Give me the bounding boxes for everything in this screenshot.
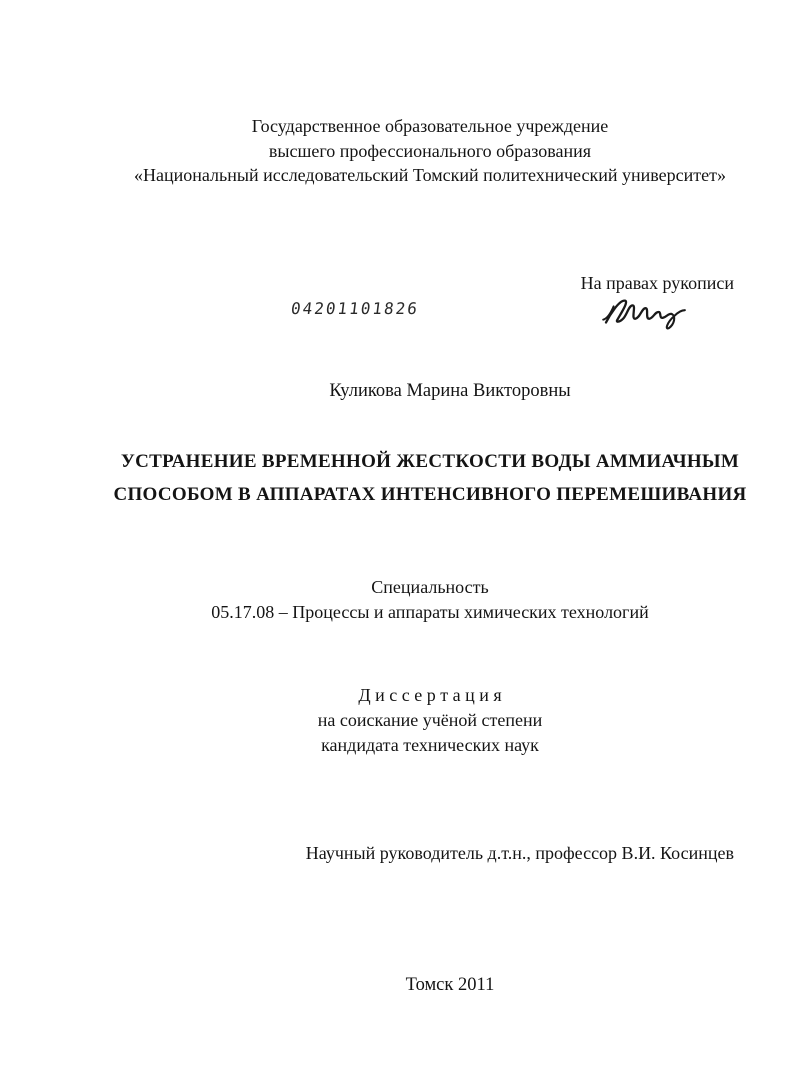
institution-block <box>62 114 798 188</box>
specialty-label: Специальность <box>371 577 489 597</box>
thesis-field-line: кандидата технических наук <box>321 735 539 755</box>
signature-icon <box>598 294 690 332</box>
registration-number: 04201101826 <box>289 299 421 318</box>
dissertation-title <box>62 445 798 511</box>
specialty-block <box>62 575 798 624</box>
city-and-year: Томск 2011 <box>405 975 495 995</box>
author-name: Куликова Марина Викторовны <box>329 381 571 401</box>
thesis-degree-line: на соискание учёной степени <box>317 710 543 730</box>
specialty-code-and-name: 05.17.08 – Процессы и аппараты химических технологий <box>211 601 649 622</box>
institution-line-3: «Национальный исследовательский Томский политехнический университет» <box>134 165 726 185</box>
manuscript-rights-note: На правах рукописи <box>580 273 734 293</box>
thesis-type: Д и с с е р т а ц и я <box>358 685 502 705</box>
title-line-1: УСТРАНЕНИЕ ВРЕМЕННОЙ ЖЕСТКОСТИ ВОДЫ АММИАЧНЫМ <box>120 451 740 472</box>
institution-line-2: высшего профессионального образования <box>268 140 592 161</box>
handwritten-signature <box>598 294 690 332</box>
supervisor-line: Научный руководитель д.т.н., профессор В.И. Косинцев <box>305 843 734 863</box>
title-line-2: СПОСОБОМ В АППАРАТАХ ИНТЕНСИВНОГО ПЕРЕМЕШИВАНИЯ <box>113 484 747 505</box>
institution-line-1: Государственное образовательное учреждение <box>251 116 609 136</box>
thesis-statement-block <box>62 683 798 758</box>
